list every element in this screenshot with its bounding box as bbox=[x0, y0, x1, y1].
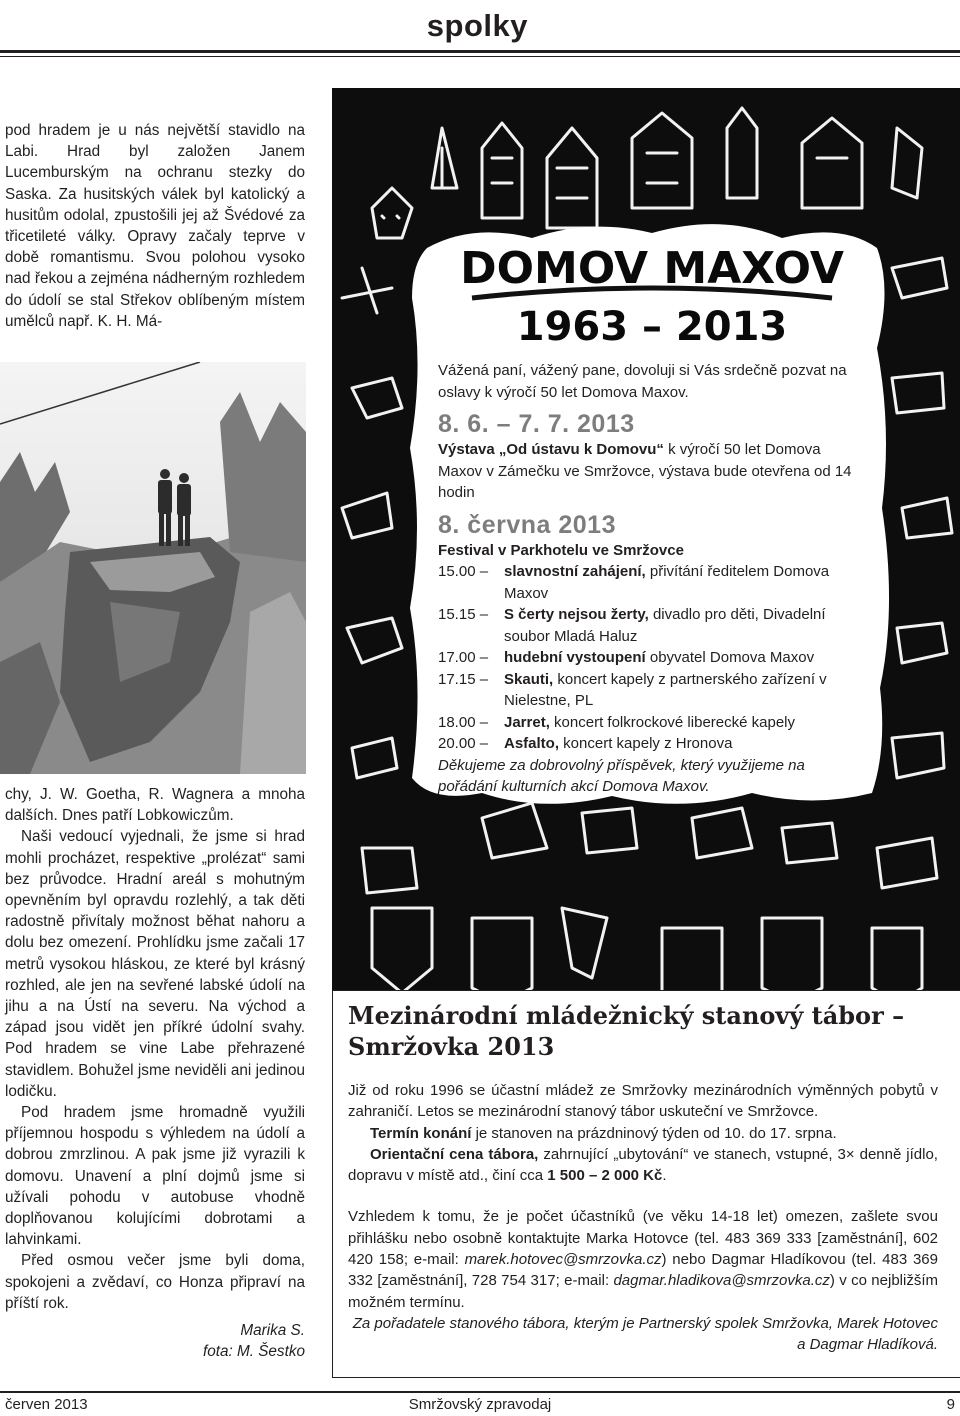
poster-festival: Festival v Parkhotelu ve Smržovce bbox=[438, 541, 684, 559]
footer-rule bbox=[0, 1391, 960, 1393]
article-text-top bbox=[5, 120, 305, 332]
schedule-item bbox=[438, 669, 868, 712]
camp-body bbox=[348, 1080, 938, 1356]
article-text-bottom bbox=[5, 784, 305, 1362]
castle-photo bbox=[0, 362, 306, 774]
schedule-title: Skauti, bbox=[504, 670, 554, 688]
article-paragraph: chy, J. W. Goetha, R. Wagnera a mnoha dalších. Dnes patří Lobkowiczům. bbox=[5, 786, 305, 825]
author-signature: Marika S. bbox=[240, 1322, 305, 1340]
camp-contact-text: ) nebo Dagmar Hladíkovou (tel. 483 369 332 [zaměstnání], 728 754 317; e-mail: bbox=[348, 1251, 938, 1290]
schedule-desc: koncert kapely z Hronova bbox=[559, 735, 733, 752]
schedule-time: 20.00 – bbox=[438, 735, 489, 752]
camp-price-end: . bbox=[662, 1167, 667, 1185]
footer-date: červen 2013 bbox=[5, 1396, 88, 1413]
camp-paragraph bbox=[348, 1206, 938, 1312]
poster-thanks: Děkujeme za dobrovolný příspěvek, který využijeme na pořádání kulturních akcí Domova Maxov. bbox=[438, 756, 805, 795]
schedule-time: 15.15 – bbox=[438, 606, 489, 623]
schedule-time: 17.15 – bbox=[438, 670, 489, 688]
schedule-title: hudební vystoupení bbox=[504, 649, 646, 666]
page-number: 9 bbox=[946, 1396, 955, 1413]
camp-contact-text: Vzhledem k tomu, že je počet účastníků (ve věku 14-18 let) omezen, zašlete svou přihlášku nebo osobně kontaktujte Marka Hotovce (tel. 483 369 333 [zaměstnání], 602 420 158; e-mail: bbox=[348, 1208, 938, 1269]
article-paragraph: Před osmou večer jsme byli doma, spokojeni a zvědaví, co Honza připraví na příští rok. bbox=[5, 1252, 305, 1312]
camp-price: 1 500 – 2 000 Kč bbox=[547, 1167, 663, 1185]
schedule-title: Jarret, bbox=[504, 713, 550, 731]
schedule-desc: divadlo pro děti, Divadelní soubor Mladá Haluz bbox=[504, 606, 826, 645]
article-paragraph: pod hradem je u nás největší stavidlo na Labi. Hrad byl založen Janem Lucemburským na ochranu stezky do Saska. Za husitských válek byl katolický a husitům odolal, zpustošili jej až Švédové za třicetileté války. Opravy začaly teprve v době romantismu. Svou polohou vysoko nad řekou a zejména nádherným rozhledem do údolí se stal Střekov oblíbeným místem umělců např. K. H. Má- bbox=[5, 122, 305, 330]
schedule-title: slavnostní zahájení, bbox=[504, 563, 646, 580]
poster-text bbox=[438, 360, 868, 798]
poster-exhibition bbox=[438, 439, 868, 504]
schedule-title: S čerty nejsou žerty, bbox=[504, 606, 649, 623]
camp-paragraph: Již od roku 1996 se účastní mládež ze Smržovky mezinárodních výměnných pobytů v zahraničí. Letos se mezinárodní stanový tábor uskuteční ve Smržovce. bbox=[348, 1082, 938, 1121]
schedule-time: 15.00 – bbox=[438, 563, 489, 580]
camp-dates-label: Termín konání bbox=[370, 1124, 472, 1142]
camp-paragraph bbox=[348, 1144, 938, 1187]
poster-festival-date: 8. června 2013 bbox=[438, 510, 616, 539]
schedule-time: 18.00 – bbox=[438, 713, 489, 731]
exhibition-desc: k výročí 50 let Domova Maxov v Zámečku ve Smržovce, výstava bude otevřena od 14 hodin bbox=[438, 441, 852, 501]
camp-contact-text: ) v co nejbližším možném termínu. bbox=[348, 1272, 938, 1311]
schedule-item bbox=[438, 604, 868, 647]
poster-logo-line1: DOMOV MAXOV bbox=[460, 243, 844, 294]
schedule-item bbox=[438, 647, 868, 669]
camp-price-text: zahrnující „ubytování“ ve stanech, vstupné, 3× denně jídlo, dopravu v místě atd., činí cca bbox=[348, 1145, 938, 1185]
camp-closing: Za pořadatele stanového tábora, kterým je Partnerský spolek Smržovka, Marek Hotovec a Dagmar Hladíková. bbox=[352, 1314, 938, 1354]
camp-email-link[interactable]: dagmar.hladikova@smrzovka.cz bbox=[613, 1272, 830, 1290]
poster-logo-line2: 1963 – 2013 bbox=[516, 304, 788, 350]
schedule-item bbox=[438, 733, 868, 755]
schedule-item bbox=[438, 561, 868, 604]
camp-title: Mezinárodní mládežnický stanový tábor – Smržovka 2013 bbox=[348, 1001, 905, 1061]
schedule-desc: koncert kapely z partnerského zařízení v Nielestne, PL bbox=[504, 670, 827, 709]
festival-schedule bbox=[438, 561, 868, 755]
article-paragraph: Naši vedoucí vyjednali, že jsme si hrad mohli procházet, respektive „prolézat“ sami bez průvodce. Hradní areál s mohutným opevněním byl opravdu rozlehlý, a tak děti radostně přivítaly možnost běhat nahoru a dolu bez omezení. Prohlídku jsme začali 17 metrů vysokou hláskou, ze které byl krásný rozhled, ale jen na sevřené labské údolí na jihu a na Ústí na severu. Na východ a západ jsou vidět jen příkré údolní svahy. Pod hradem se vine Labe přehrazené stavidlem. Bohužel jsme neviděli ani jedinou lodičku. bbox=[5, 828, 305, 1100]
exhibition-title: Výstava „Od ústavu k Domovu“ bbox=[438, 441, 664, 458]
schedule-item bbox=[438, 712, 868, 734]
camp-dates-text: je stanoven na prázdninový týden od 10. do 17. srpna. bbox=[471, 1124, 837, 1142]
camp-paragraph bbox=[348, 1123, 938, 1144]
photo-credit: fota: M. Šestko bbox=[202, 1343, 305, 1361]
article-paragraph: Pod hradem jsme hromadně využili příjemnou hospodu s výhledem na údolí a dobrou zmrzlinou. A pak jsme již vyrazili k domovu. Unavení a plní dojmů jsme si užívali pohodu v autobuse vhodně doplňovanou kolujícími dobrotami a lahvinkami. bbox=[5, 1104, 305, 1249]
header-rule bbox=[0, 50, 960, 53]
poster-intro: Vážená paní, vážený pane, dovoluji si Vás srdečně pozvat na oslavy k výročí 50 let Domova Maxov. bbox=[438, 362, 847, 401]
camp-email-link[interactable]: marek.hotovec@smrzovka.cz bbox=[464, 1251, 662, 1269]
header-rule-thin bbox=[0, 56, 960, 57]
castle-photo-image bbox=[0, 362, 306, 774]
schedule-desc: přivítání ředitelem Domova Maxov bbox=[504, 563, 830, 602]
schedule-title: Asfalto, bbox=[504, 735, 560, 752]
poster-date-range: 8. 6. – 7. 7. 2013 bbox=[438, 410, 635, 438]
schedule-desc: obyvatel Domova Maxov bbox=[645, 649, 815, 666]
footer-publication: Smržovský zpravodaj bbox=[408, 1396, 552, 1413]
schedule-time: 17.00 – bbox=[438, 649, 489, 666]
camp-price-label: Orientační cena tábora, bbox=[370, 1145, 539, 1163]
schedule-desc: koncert folkrockové liberecké kapely bbox=[549, 713, 795, 731]
section-title: spolky bbox=[426, 8, 528, 43]
